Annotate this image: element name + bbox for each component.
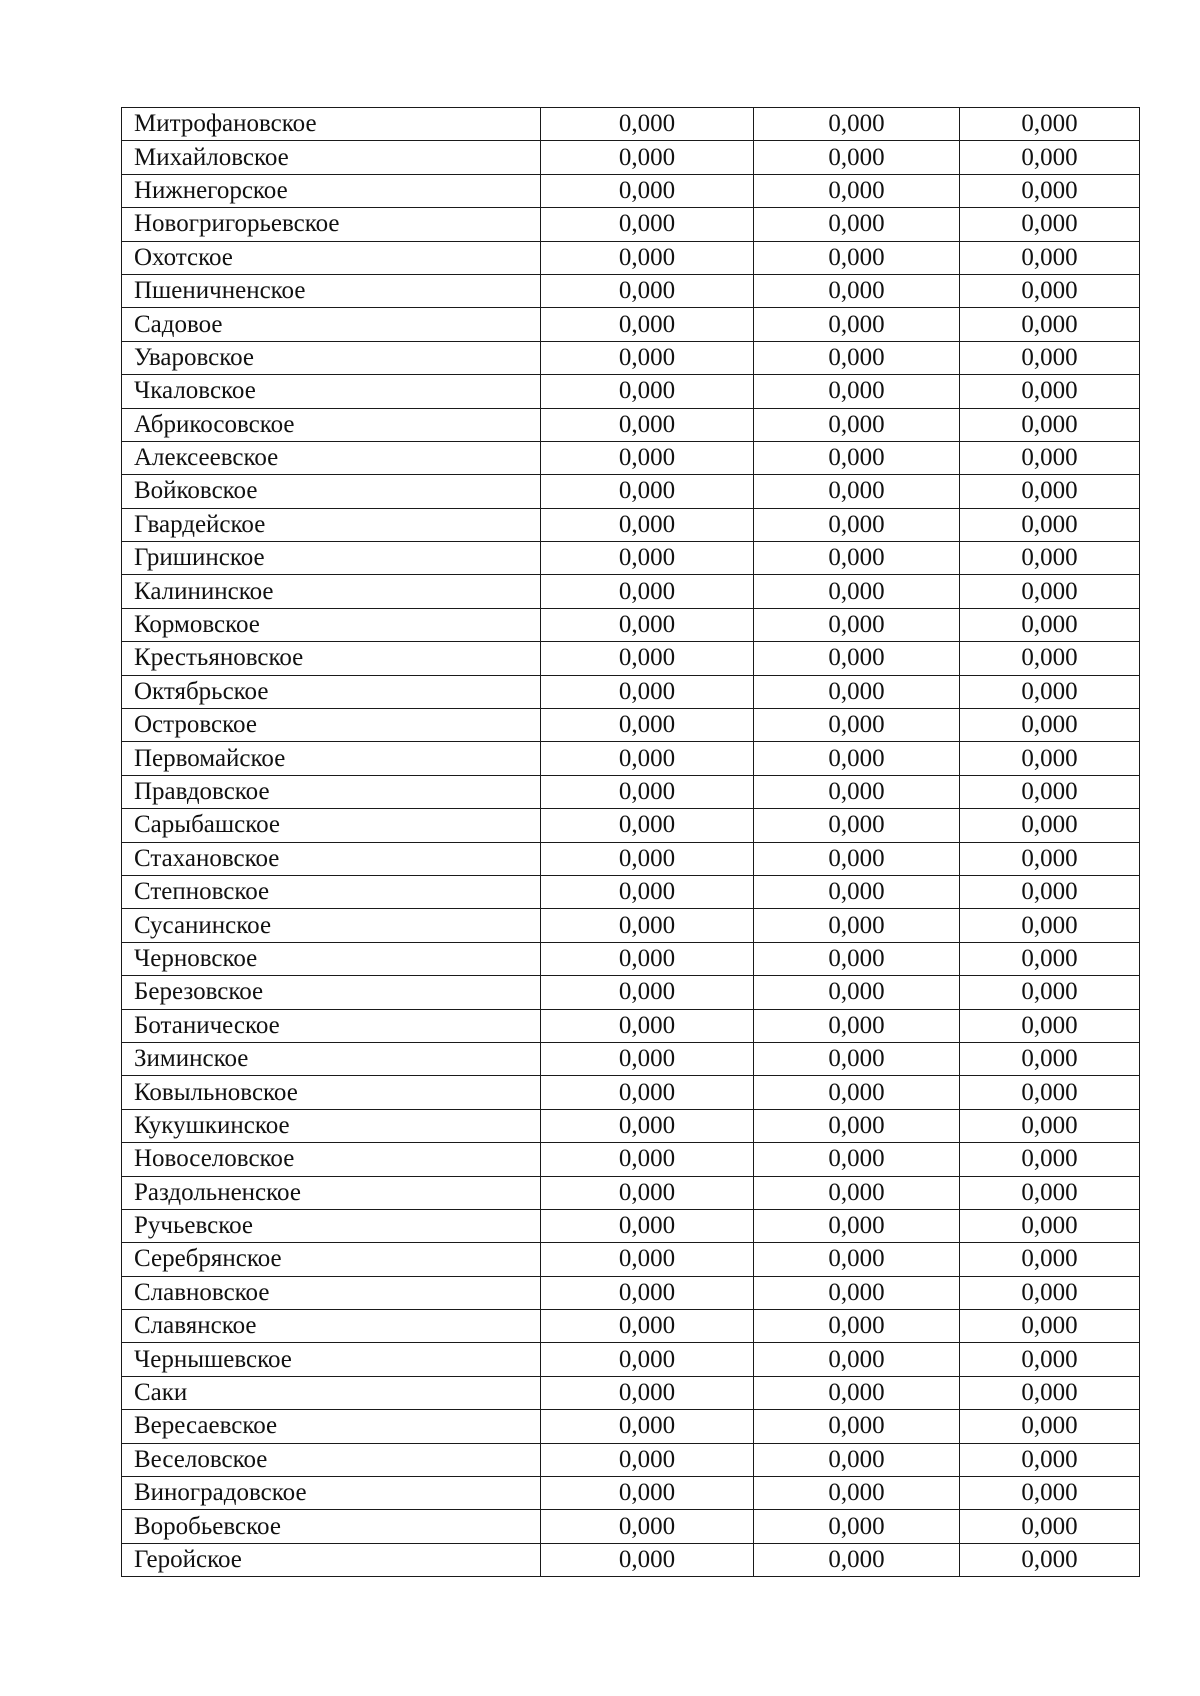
- settlement-name-cell: Крестьяновское: [122, 642, 541, 675]
- table-row: [122, 241, 1140, 274]
- value-cell-1: 0,000: [541, 1443, 754, 1476]
- table-row: [122, 108, 1140, 141]
- table-row: [122, 1243, 1140, 1276]
- table-row: [122, 709, 1140, 742]
- value-cell-2: 0,000: [754, 942, 960, 975]
- value-cell-2: 0,000: [754, 1076, 960, 1109]
- value-cell-3: 0,000: [960, 875, 1140, 908]
- value-cell-3: 0,000: [960, 441, 1140, 474]
- value-cell-3: 0,000: [960, 542, 1140, 575]
- value-cell-3: 0,000: [960, 1443, 1140, 1476]
- value-cell-3: 0,000: [960, 308, 1140, 341]
- value-cell-3: 0,000: [960, 1510, 1140, 1543]
- settlement-name-cell: Кукушкинское: [122, 1109, 541, 1142]
- value-cell-3: 0,000: [960, 1276, 1140, 1309]
- value-cell-1: 0,000: [541, 1209, 754, 1242]
- value-cell-2: 0,000: [754, 875, 960, 908]
- table-row: [122, 1176, 1140, 1209]
- table-row: [122, 675, 1140, 708]
- value-cell-1: 0,000: [541, 108, 754, 141]
- settlement-name-cell: Абрикосовское: [122, 408, 541, 441]
- settlement-name-cell: Правдовское: [122, 775, 541, 808]
- value-cell-3: 0,000: [960, 709, 1140, 742]
- settlement-name-cell: Октябрьское: [122, 675, 541, 708]
- table-row: [122, 1276, 1140, 1309]
- value-cell-1: 0,000: [541, 1543, 754, 1576]
- table-row: [122, 742, 1140, 775]
- table-row: [122, 642, 1140, 675]
- value-cell-1: 0,000: [541, 208, 754, 241]
- value-cell-1: 0,000: [541, 775, 754, 808]
- settlement-name-cell: Степновское: [122, 875, 541, 908]
- table-row: [122, 141, 1140, 174]
- value-cell-1: 0,000: [541, 375, 754, 408]
- table-row: [122, 542, 1140, 575]
- value-cell-2: 0,000: [754, 976, 960, 1009]
- value-cell-3: 0,000: [960, 1410, 1140, 1443]
- table-row: [122, 575, 1140, 608]
- table-row: [122, 1477, 1140, 1510]
- value-cell-2: 0,000: [754, 575, 960, 608]
- value-cell-2: 0,000: [754, 1376, 960, 1409]
- table-row: [122, 308, 1140, 341]
- value-cell-1: 0,000: [541, 608, 754, 641]
- value-cell-1: 0,000: [541, 1143, 754, 1176]
- value-cell-2: 0,000: [754, 1276, 960, 1309]
- settlement-name-cell: Первомайское: [122, 742, 541, 775]
- value-cell-2: 0,000: [754, 909, 960, 942]
- value-cell-3: 0,000: [960, 608, 1140, 641]
- settlement-name-cell: Славновское: [122, 1276, 541, 1309]
- value-cell-2: 0,000: [754, 408, 960, 441]
- value-cell-2: 0,000: [754, 642, 960, 675]
- settlement-name-cell: Славянское: [122, 1310, 541, 1343]
- value-cell-3: 0,000: [960, 1310, 1140, 1343]
- table-row: [122, 274, 1140, 307]
- value-cell-1: 0,000: [541, 1276, 754, 1309]
- value-cell-1: 0,000: [541, 942, 754, 975]
- value-cell-1: 0,000: [541, 141, 754, 174]
- settlement-name-cell: Гвардейское: [122, 508, 541, 541]
- settlement-name-cell: Садовое: [122, 308, 541, 341]
- value-cell-1: 0,000: [541, 274, 754, 307]
- value-cell-1: 0,000: [541, 241, 754, 274]
- table-row: [122, 942, 1140, 975]
- settlement-name-cell: Кормовское: [122, 608, 541, 641]
- value-cell-2: 0,000: [754, 475, 960, 508]
- settlement-name-cell: Калининское: [122, 575, 541, 608]
- value-cell-3: 0,000: [960, 174, 1140, 207]
- value-cell-2: 0,000: [754, 241, 960, 274]
- value-cell-3: 0,000: [960, 1376, 1140, 1409]
- value-cell-2: 0,000: [754, 842, 960, 875]
- value-cell-2: 0,000: [754, 1477, 960, 1510]
- value-cell-3: 0,000: [960, 1543, 1140, 1576]
- settlement-name-cell: Ботаническое: [122, 1009, 541, 1042]
- value-cell-1: 0,000: [541, 1410, 754, 1443]
- value-cell-2: 0,000: [754, 1176, 960, 1209]
- value-cell-2: 0,000: [754, 341, 960, 374]
- settlement-name-cell: Веселовское: [122, 1443, 541, 1476]
- value-cell-1: 0,000: [541, 1076, 754, 1109]
- value-cell-1: 0,000: [541, 675, 754, 708]
- table-row: [122, 1510, 1140, 1543]
- table-row: [122, 1443, 1140, 1476]
- value-cell-1: 0,000: [541, 308, 754, 341]
- value-cell-1: 0,000: [541, 1310, 754, 1343]
- table-row: [122, 909, 1140, 942]
- settlement-name-cell: Ковыльновское: [122, 1076, 541, 1109]
- table-row: [122, 1109, 1140, 1142]
- value-cell-3: 0,000: [960, 141, 1140, 174]
- value-cell-2: 0,000: [754, 775, 960, 808]
- value-cell-3: 0,000: [960, 742, 1140, 775]
- value-cell-2: 0,000: [754, 1510, 960, 1543]
- value-cell-3: 0,000: [960, 1343, 1140, 1376]
- value-cell-3: 0,000: [960, 1076, 1140, 1109]
- table-row: [122, 875, 1140, 908]
- value-cell-1: 0,000: [541, 341, 754, 374]
- table-row: [122, 976, 1140, 1009]
- value-cell-3: 0,000: [960, 909, 1140, 942]
- value-cell-2: 0,000: [754, 1410, 960, 1443]
- value-cell-3: 0,000: [960, 475, 1140, 508]
- value-cell-1: 0,000: [541, 842, 754, 875]
- settlement-name-cell: Вересаевское: [122, 1410, 541, 1443]
- value-cell-1: 0,000: [541, 441, 754, 474]
- table-row: [122, 208, 1140, 241]
- settlement-name-cell: Воробьевское: [122, 1510, 541, 1543]
- value-cell-2: 0,000: [754, 508, 960, 541]
- value-cell-1: 0,000: [541, 709, 754, 742]
- table-row: [122, 475, 1140, 508]
- table-row: [122, 1076, 1140, 1109]
- value-cell-2: 0,000: [754, 1109, 960, 1142]
- value-cell-2: 0,000: [754, 1243, 960, 1276]
- value-cell-1: 0,000: [541, 909, 754, 942]
- table-row: [122, 608, 1140, 641]
- value-cell-3: 0,000: [960, 809, 1140, 842]
- value-cell-2: 0,000: [754, 709, 960, 742]
- value-cell-1: 0,000: [541, 1009, 754, 1042]
- value-cell-3: 0,000: [960, 842, 1140, 875]
- settlement-name-cell: Березовское: [122, 976, 541, 1009]
- settlement-name-cell: Чкаловское: [122, 375, 541, 408]
- value-cell-3: 0,000: [960, 1009, 1140, 1042]
- table-row: [122, 809, 1140, 842]
- table-row: [122, 441, 1140, 474]
- value-cell-3: 0,000: [960, 1143, 1140, 1176]
- settlement-name-cell: Новоселовское: [122, 1143, 541, 1176]
- value-cell-2: 0,000: [754, 208, 960, 241]
- value-cell-1: 0,000: [541, 1109, 754, 1142]
- value-cell-2: 0,000: [754, 1209, 960, 1242]
- value-cell-2: 0,000: [754, 608, 960, 641]
- settlement-name-cell: Стахановское: [122, 842, 541, 875]
- value-cell-1: 0,000: [541, 1510, 754, 1543]
- table-row: [122, 375, 1140, 408]
- settlement-name-cell: Зиминское: [122, 1042, 541, 1075]
- value-cell-3: 0,000: [960, 508, 1140, 541]
- value-cell-1: 0,000: [541, 976, 754, 1009]
- settlement-name-cell: Нижнегорское: [122, 174, 541, 207]
- value-cell-2: 0,000: [754, 742, 960, 775]
- value-cell-3: 0,000: [960, 408, 1140, 441]
- settlement-name-cell: Ручьевское: [122, 1209, 541, 1242]
- value-cell-3: 0,000: [960, 1176, 1140, 1209]
- table-row: [122, 1143, 1140, 1176]
- value-cell-3: 0,000: [960, 241, 1140, 274]
- value-cell-2: 0,000: [754, 809, 960, 842]
- settlement-name-cell: Охотское: [122, 241, 541, 274]
- value-cell-1: 0,000: [541, 174, 754, 207]
- value-cell-2: 0,000: [754, 108, 960, 141]
- table-row: [122, 1042, 1140, 1075]
- settlement-name-cell: Пшеничненское: [122, 274, 541, 307]
- value-cell-1: 0,000: [541, 1243, 754, 1276]
- value-cell-2: 0,000: [754, 1042, 960, 1075]
- value-cell-1: 0,000: [541, 1376, 754, 1409]
- value-cell-3: 0,000: [960, 1477, 1140, 1510]
- settlement-name-cell: Митрофановское: [122, 108, 541, 141]
- value-cell-2: 0,000: [754, 1443, 960, 1476]
- value-cell-1: 0,000: [541, 508, 754, 541]
- value-cell-3: 0,000: [960, 108, 1140, 141]
- table-row: [122, 1209, 1140, 1242]
- value-cell-1: 0,000: [541, 642, 754, 675]
- table-row: [122, 408, 1140, 441]
- settlement-name-cell: Островское: [122, 709, 541, 742]
- value-cell-2: 0,000: [754, 375, 960, 408]
- table-row: [122, 775, 1140, 808]
- value-cell-1: 0,000: [541, 809, 754, 842]
- value-cell-3: 0,000: [960, 575, 1140, 608]
- value-cell-2: 0,000: [754, 1143, 960, 1176]
- value-cell-3: 0,000: [960, 942, 1140, 975]
- settlement-name-cell: Гришинское: [122, 542, 541, 575]
- settlement-name-cell: Саки: [122, 1376, 541, 1409]
- settlement-name-cell: Чернышевское: [122, 1343, 541, 1376]
- value-cell-3: 0,000: [960, 208, 1140, 241]
- data-table: [121, 107, 1140, 1577]
- value-cell-3: 0,000: [960, 642, 1140, 675]
- value-cell-2: 0,000: [754, 141, 960, 174]
- value-cell-2: 0,000: [754, 1009, 960, 1042]
- value-cell-3: 0,000: [960, 1042, 1140, 1075]
- value-cell-2: 0,000: [754, 308, 960, 341]
- value-cell-3: 0,000: [960, 1243, 1140, 1276]
- settlement-name-cell: Раздольненское: [122, 1176, 541, 1209]
- table-row: [122, 341, 1140, 374]
- table-row: [122, 1343, 1140, 1376]
- value-cell-2: 0,000: [754, 1310, 960, 1343]
- table-row: [122, 1410, 1140, 1443]
- value-cell-3: 0,000: [960, 1209, 1140, 1242]
- value-cell-2: 0,000: [754, 542, 960, 575]
- settlement-name-cell: Черновское: [122, 942, 541, 975]
- table-row: [122, 1543, 1140, 1576]
- table-body: [122, 108, 1140, 1577]
- value-cell-3: 0,000: [960, 274, 1140, 307]
- value-cell-1: 0,000: [541, 1176, 754, 1209]
- value-cell-3: 0,000: [960, 976, 1140, 1009]
- value-cell-3: 0,000: [960, 341, 1140, 374]
- settlement-name-cell: Алексеевское: [122, 441, 541, 474]
- settlement-name-cell: Уваровское: [122, 341, 541, 374]
- settlement-name-cell: Новогригорьевское: [122, 208, 541, 241]
- value-cell-2: 0,000: [754, 1343, 960, 1376]
- settlement-name-cell: Сусанинское: [122, 909, 541, 942]
- settlement-name-cell: Сарыбашское: [122, 809, 541, 842]
- table-row: [122, 1310, 1140, 1343]
- value-cell-3: 0,000: [960, 375, 1140, 408]
- value-cell-2: 0,000: [754, 174, 960, 207]
- value-cell-1: 0,000: [541, 1042, 754, 1075]
- table-row: [122, 1009, 1140, 1042]
- table-row: [122, 842, 1140, 875]
- table-row: [122, 1376, 1140, 1409]
- settlement-name-cell: Геройское: [122, 1543, 541, 1576]
- value-cell-1: 0,000: [541, 742, 754, 775]
- value-cell-1: 0,000: [541, 542, 754, 575]
- value-cell-1: 0,000: [541, 408, 754, 441]
- value-cell-3: 0,000: [960, 775, 1140, 808]
- value-cell-1: 0,000: [541, 875, 754, 908]
- value-cell-1: 0,000: [541, 1343, 754, 1376]
- settlement-name-cell: Михайловское: [122, 141, 541, 174]
- table-row: [122, 508, 1140, 541]
- settlement-name-cell: Войковское: [122, 475, 541, 508]
- table-row: [122, 174, 1140, 207]
- value-cell-3: 0,000: [960, 675, 1140, 708]
- value-cell-3: 0,000: [960, 1109, 1140, 1142]
- value-cell-1: 0,000: [541, 475, 754, 508]
- value-cell-2: 0,000: [754, 274, 960, 307]
- value-cell-1: 0,000: [541, 1477, 754, 1510]
- value-cell-1: 0,000: [541, 575, 754, 608]
- value-cell-2: 0,000: [754, 441, 960, 474]
- value-cell-2: 0,000: [754, 1543, 960, 1576]
- value-cell-2: 0,000: [754, 675, 960, 708]
- settlement-name-cell: Виноградовское: [122, 1477, 541, 1510]
- settlement-name-cell: Серебрянское: [122, 1243, 541, 1276]
